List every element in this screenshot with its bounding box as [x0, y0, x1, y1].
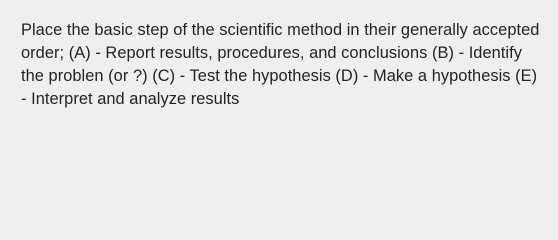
question-text: Place the basic step of the scientific method in their generally accepted order; (A) - Report results, procedures, and conclusions (B) - Identify the problen (or ?) (C) - Test the hypothesis (D) - Make a hypothesis (E) - Interpret and analyze results [21, 21, 540, 108]
